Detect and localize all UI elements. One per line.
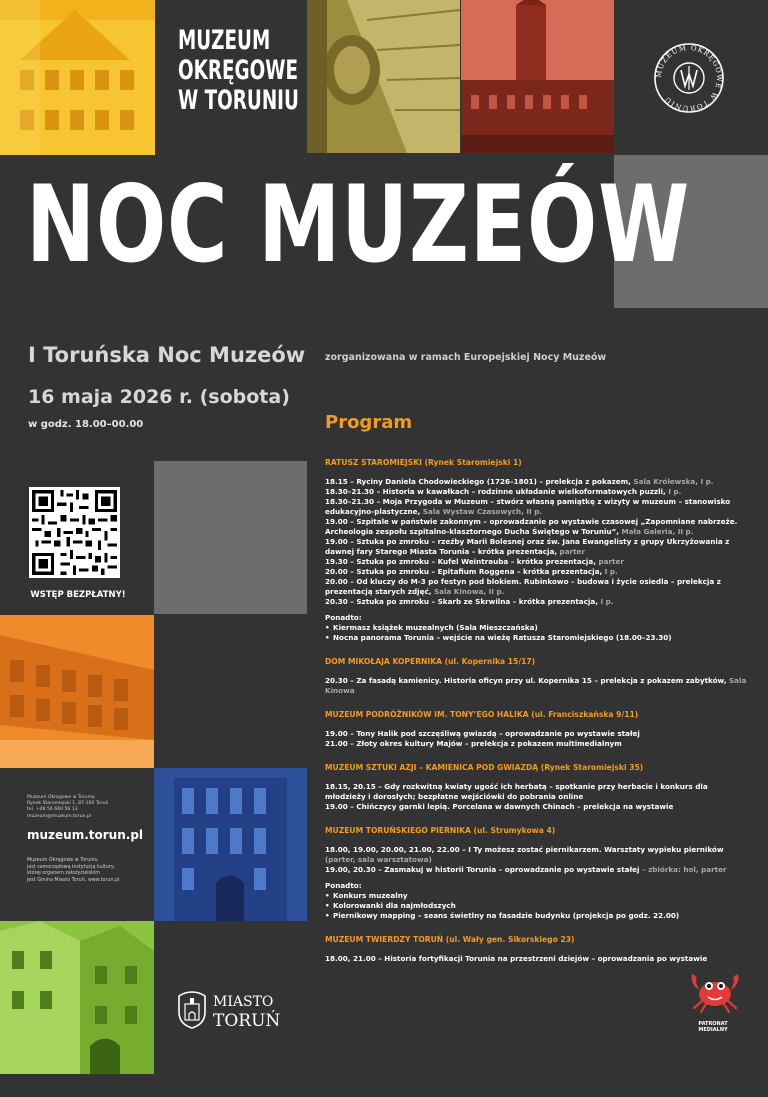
program-section [325,710,750,749]
event-location: I p. [665,487,682,496]
extras-item: • Kiermasz książek muzealnych (Sala Mieszczańska) [325,623,750,633]
event-location: – zbiórka: hol, parter [639,865,727,874]
venue-heading: MUZEUM TORUŃSKIEGO PIERNIKA (ul. Strumykowa 4) [325,826,556,835]
city-crest-icon [175,990,209,1030]
program-event [325,557,750,567]
seal-text: MUZEUM OKRĘGOWE W TORUNIU [654,43,724,113]
event-text: 18.15, 20.15 – Gdy rozkwitną kwiaty ugość ich herbatą – spotkanie przy herbacie i konkurs dla młodzieży i dorosłych; bezpłatne wejściówki do pobrania online [325,782,708,801]
free-entry-label: WSTĘP BEZPŁATNY! [30,590,126,600]
program-section [325,935,750,964]
museum-title [178,26,299,116]
event-text: 18.30–21.30 – Historia w kawałkach – rodzinne układanie wielkoformatowych puzzli, [325,487,666,496]
venue-heading: DOM MIKOŁAJA KOPERNIKA (ul. Kopernika 15/17) [325,657,536,666]
photo-orange-building [0,615,154,768]
event-text: 18.00, 19.00, 20.00, 21.00, 22.00 – I Ty możesz zostać piernikarzem. Warsztaty wypieku pierników [325,845,724,854]
museum-seal-logo [647,36,731,120]
museum-title-line: MUZEUM [178,25,271,56]
event-location: parter [595,557,624,566]
extras-item: • Piernikowy mapping – seans świetlny na fasadzie budynku (projekcja po godz. 22.00) [325,911,750,921]
event-text: 20.00 – Od kluczy do M-3 po festyn pod blokiem. Rubinkowo – budowa i życie osiedla – prelekcja z prezentacją starych zdjęć, [325,577,721,596]
event-title: NOC MUZEÓW [26,163,691,286]
extras-list [325,623,750,643]
museum-title-line: W TORUNIU [178,85,299,116]
event-text: 19.00 – Szpitale w państwie zakonnym – oprowadzanie po wystawie czasowej „Zapomniane nabrzeże. Archeologia zespołu szpitalno-klasztornego Ducha Świętego w Toruniu”, [325,517,738,536]
program-section [325,826,750,921]
program-event [325,845,750,865]
program-event [325,729,750,739]
program-event [325,487,750,497]
event-subtitle: I Toruńska Noc Muzeów [28,343,306,367]
event-location: Sala Kinowa, II p. [431,587,505,596]
photo-yellow-townhouse [0,0,155,155]
event-text: 19.00 – Chińczycy garnki lepią. Porcelana w dawnych Chinach – prelekcja na wystawie [325,802,674,811]
event-text: 19.00, 20.30 – Zasmakuj w historii Torunia – oprowadzanie po wystawie stałej [325,865,640,874]
venue-heading: RATUSZ STAROMIEJSKI (Rynek Staromiejski 1) [325,458,522,467]
venue-heading: MUZEUM TWIERDZY TORUŃ (ul. Wały gen. Sikorskiego 23) [325,935,575,944]
contact-info [27,795,152,820]
qr-code[interactable] [29,487,120,578]
program-event [325,567,750,577]
program-section [325,763,750,812]
event-text: 21.00 – Złoty okres kultury Majów – prelekcja z pokazem multimedialnym [325,739,622,748]
program-event [325,497,750,517]
photo-green-houses [0,921,154,1074]
event-text: 19.00 – Tony Halik pod szczęśliwą gwiazdą – oprowadzanie po wystawie stałej [325,729,640,738]
program-event [325,477,750,487]
extras-list [325,891,750,921]
city-logo-line1: MIASTO [213,994,274,1010]
event-text: 20.30 – Sztuka po zmroku – Skarb ze Skrwilna – krótka prezentacja, [325,597,598,606]
event-text: 18.00, 21.00 – Historia fortyfikacji Torunia na przestrzeni dziejów – oprowadzania po wystawie [325,954,708,963]
city-logo-line2: TORUŃ [213,1011,281,1031]
program-event [325,676,750,696]
event-text: 20.30 – Za fasadą kamienicy. Historia oficyn przy ul. Kopernika 15 – prelekcja z pokazem zabytków, [325,676,727,685]
program-list [325,458,750,978]
program-event [325,782,750,802]
program-event [325,802,750,812]
program-event [325,597,750,607]
photo-lion-head [307,0,460,153]
about-info [27,858,152,884]
extras-item: • Nocna panorama Torunia – wejście na wieżę Ratusza Staromiejskiego (18.00–23.30) [325,633,750,643]
extras-item: • Kolorowanki dla najmłodszych [325,901,750,911]
event-location: Mała Galeria, II p. [618,527,694,536]
event-location: Sala Królewska, I p. [630,477,714,486]
program-section [325,657,750,696]
contact-line: Muzeum Okręgowe w Toruniu [27,795,95,800]
about-line: jest samorządową instytucją kultury, [27,864,116,870]
venue-heading: MUZEUM PODRÓŻNIKÓW IM. TONY’EGO HALIKA (ul. Franciszkańska 9/11) [325,710,639,719]
about-line: Muzeum Okręgowe w Toruniu [27,858,98,863]
museum-title-line: OKRĘGOWE [178,55,298,86]
program-event [325,954,750,964]
media-patron-label: PATRONAT MEDIALNY [698,1021,728,1033]
event-location: Sala Wystaw Czasowych, II p. [420,507,543,516]
about-line: której organem założycielskim [27,871,100,876]
event-text: 19.30 – Sztuka po zmroku – Kufel Weintrauba – krótka prezentacja, [325,557,596,566]
contact-line: Rynek Staromiejski 1, 87-100 Toruń [27,801,109,807]
extras-item: • Konkurs muzealny [325,891,750,901]
contact-line: tel. +48 56 660 56 13 [27,807,78,813]
photo-blue-facade [154,768,307,921]
program-event [325,537,750,557]
event-text: 18.30–21.30 – Moja Przygoda w Muzeum – stwórz własną pamiątkę z wizyty w muzeum – stanowisko edukacyjno-plastyczne, [325,497,731,516]
event-location: parter [557,547,585,556]
event-text: 18.15 – Ryciny Daniela Chodowieckiego (1726–1801) – prelekcja z pokazem, [325,477,631,486]
program-section [325,458,750,643]
event-text: 19.00 – Sztuka po zmroku – rzeźby Marii Bolesnej oraz św. Jana Ewangelisty z grupy Ukrzyżowania z dawnej fary Starego Miasta Torunia – krótka prezentacja, [325,537,730,556]
photo-town-hall [461,0,614,153]
event-location: I p. [597,597,614,606]
event-subtitle-note: zorganizowana w ramach Europejskiej Nocy Muzeów [325,352,607,363]
extras-label: Ponadto: [325,613,362,622]
event-date: 16 maja 2026 r. (sobota) [28,386,290,408]
program-title: Program [325,412,413,433]
event-location: (parter, sala warsztatowa) [325,855,432,864]
event-text: 20.00 – Sztuka po zmroku – Epitafium Roggena – krótka prezentacja, [325,567,603,576]
program-event [325,577,750,597]
venue-heading: MUZEUM SZTUKI AZJI – KAMIENICA POD GWIAZDĄ (Rynek Staromiejski 35) [325,763,644,772]
program-event [325,517,750,537]
about-line: jest Gmina Miasto Toruń, www.torun.pl [27,877,120,883]
event-hours: w godz. 18.00–00.00 [28,419,144,430]
event-location: Sala Kinowa [325,676,747,695]
crab-mascot-icon [686,964,744,1014]
decorative-grey-block [154,461,307,614]
program-event [325,865,750,875]
extras-label: Ponadto: [325,881,362,890]
program-event [325,739,750,749]
website-link[interactable]: muzeum.torun.pl [27,828,144,842]
event-location: I p. [602,567,618,576]
contact-line[interactable]: muzeum@muzeum.torun.pl [27,813,92,819]
